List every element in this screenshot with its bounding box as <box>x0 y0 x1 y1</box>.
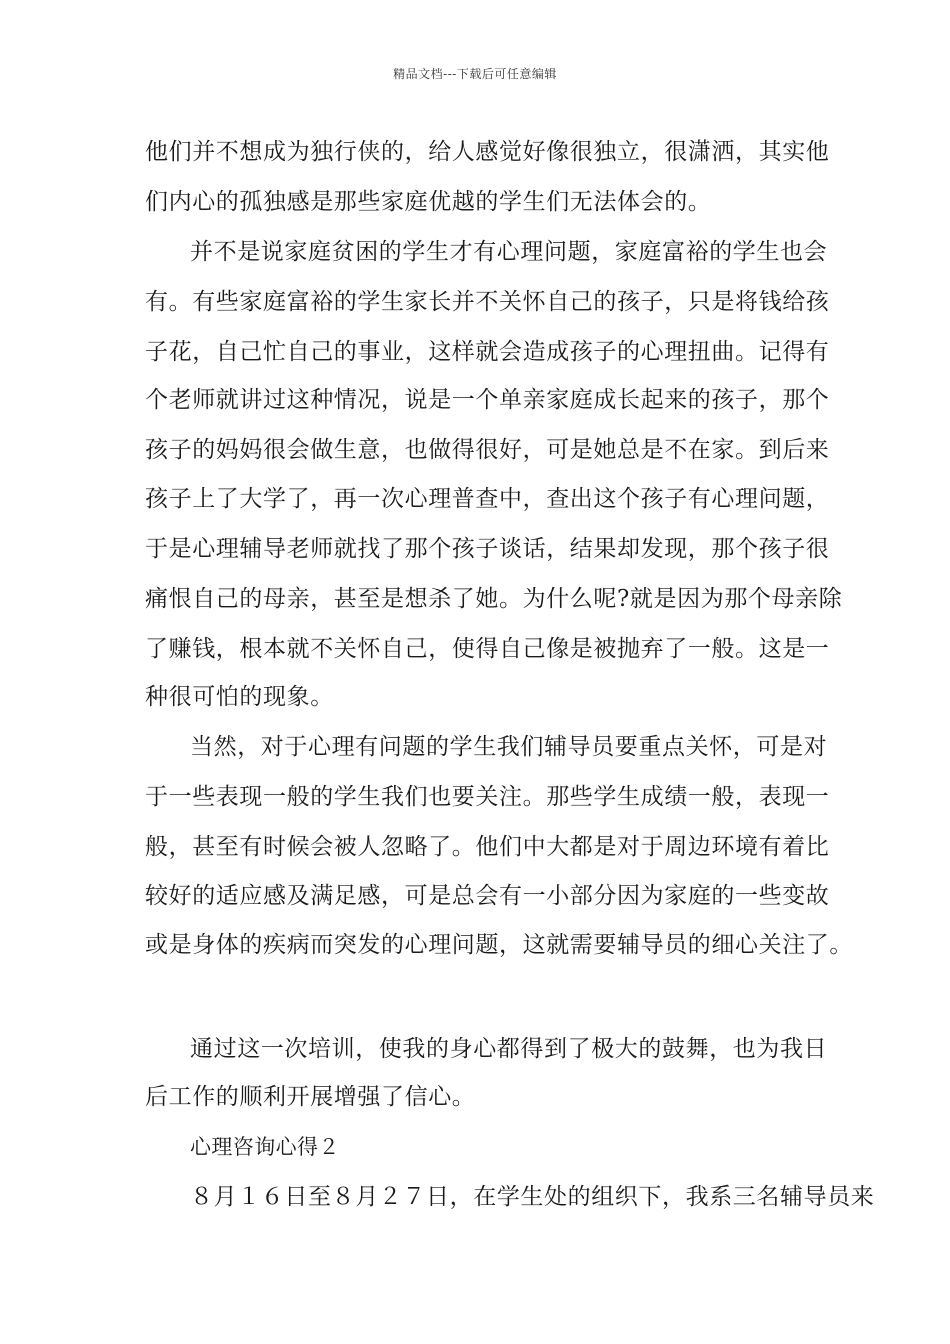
paragraph-3-line-1: 当然，对于心理有问题的学生我们辅导员要重点关怀，可是对 <box>190 734 828 760</box>
paragraph-5-line-1: ８月１６日至８月２７日，在学生处的组织下，我系三名辅导员来 <box>190 1184 875 1210</box>
paragraph-1-line-1: 他们并不想成为独行侠的，给人感觉好像很独立，很潇洒，其实他 <box>145 139 830 165</box>
page-header: 精品文档---下载后可任意编辑 <box>393 67 557 81</box>
paragraph-2-line-5: 孩子的妈妈很会做生意，也做得很好，可是她总是不在家。到后来 <box>145 437 830 463</box>
paragraph-3-line-5: 或是身体的疾病而突发的心理问题，这就需要辅导员的细心关注了。 <box>145 932 853 958</box>
paragraph-2-line-7: 于是心理辅导老师就找了那个孩子谈话，结果却发现，那个孩子很 <box>145 536 830 562</box>
paragraph-4-line-1: 通过这一次培训，使我的身心都得到了极大的鼓舞，也为我日 <box>190 1036 828 1062</box>
paragraph-2-line-6: 孩子上了大学了，再一次心理普查中，查出这个孩子有心理问题， <box>145 486 830 512</box>
paragraph-2-line-3: 子花，自己忙自己的事业，这样就会造成孩子的心理扭曲。记得有 <box>145 339 830 365</box>
paragraph-3-line-2: 于一些表现一般的学生我们也要关注。那些学生成绩一般，表现一 <box>145 784 830 810</box>
paragraph-2-line-4: 个老师就讲过这种情况，说是一个单亲家庭成长起来的孩子，那个 <box>145 387 830 413</box>
paragraph-2-line-8: 痛恨自己的母亲，甚至是想杀了她。为什么呢?就是因为那个母亲除 <box>145 586 843 612</box>
paragraph-3-line-3: 般，甚至有时候会被人忽略了。他们中大都是对于周边环境有着比 <box>145 834 830 860</box>
paragraph-3-line-4: 较好的适应感及满足感，可是总会有一小部分因为家庭的一些变故 <box>145 883 830 909</box>
paragraph-4-line-2: 后工作的顺利开展增强了信心。 <box>145 1084 476 1110</box>
section-heading: 心理咨询心得２ <box>190 1135 340 1159</box>
paragraph-2-line-2: 有。有些家庭富裕的学生家长并不关怀自己的孩子，只是将钱给孩 <box>145 289 830 315</box>
paragraph-2-line-10: 种很可怕的现象。 <box>145 684 334 710</box>
paragraph-2-line-1: 并不是说家庭贫困的学生才有心理问题，家庭富裕的学生也会 <box>190 239 828 265</box>
paragraph-1-line-2: 们内心的孤独感是那些家庭优越的学生们无法体会的。 <box>145 189 712 215</box>
paragraph-2-line-9: 了赚钱，根本就不关怀自己，使得自己像是被抛弃了一般。这是一 <box>145 636 830 662</box>
